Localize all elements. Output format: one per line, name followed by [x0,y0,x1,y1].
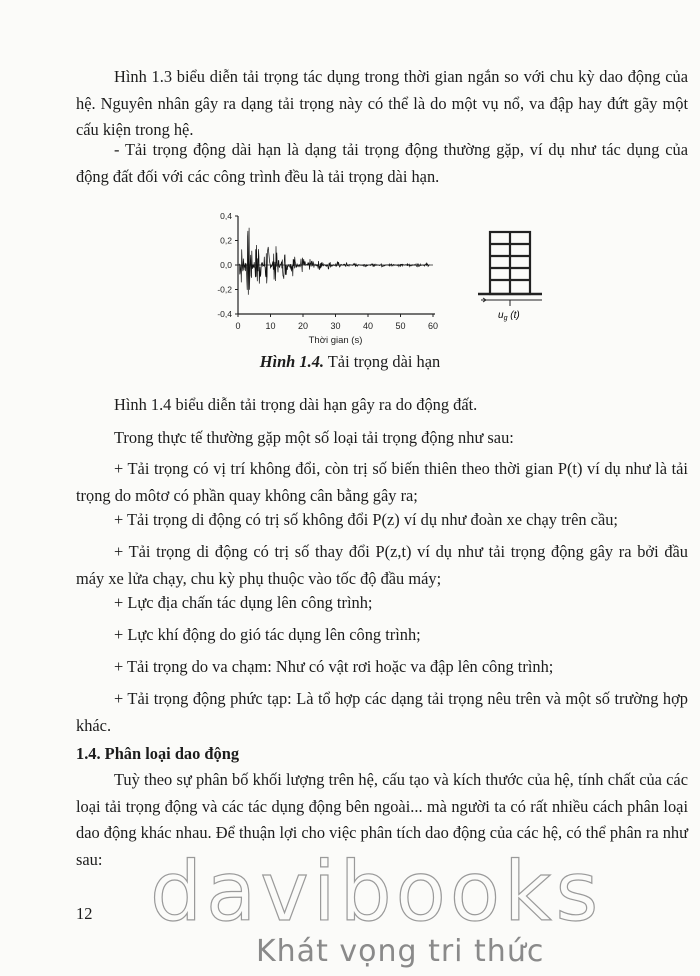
paragraph-10: + Tải trọng do va chạm: Như có vật rơi hoặc va đập lên công trình; [114,657,554,676]
watermark-slogan: Khát vọng tri thức [256,934,545,969]
x-tick-label: 50 [395,321,406,331]
paragraph-9: + Lực khí động do gió tác dụng lên công trình; [114,625,421,644]
paragraph-8: + Lực địa chấn tác dụng lên công trình; [114,593,373,612]
frame-structure-icon [478,232,542,306]
paragraph-11: + Tải trọng động phức tạp: Là tổ hợp các dạng tải trọng nêu trên và một số trường hợp khác. [76,689,688,735]
y-tick-label: -0,4 [217,309,232,319]
section-heading: 1.4. Phân loại dao động [76,744,240,763]
acceleration-trace [239,228,430,295]
ground-acceleration-chart [217,211,438,346]
x-tick-label: 40 [362,321,374,331]
page-number: 12 [76,904,93,923]
paragraph-7: + Tải trọng di động có trị số thay đổi P(z,t) ví dụ như tải trọng động gây ra bởi đầu máy xe lửa chạy, chu kỳ phụ thuộc vào tốc độ đầu máy; [76,542,688,588]
figure-caption-label: Hình 1.4. [259,352,324,371]
ground-displacement-label: $u_g$ (t) [498,310,520,322]
y-tick-label: 0,0 [220,260,232,270]
watermark-logo: davibooks [150,845,603,940]
figure-caption [0,352,700,372]
figure-caption-text: Tải trọng dài hạn [323,352,441,371]
paragraph-4: Trong thực tế thường gặp một số loại tải trọng động như sau: [114,428,514,447]
paragraph-5: + Tải trọng có vị trí không đổi, còn trị số biến thiên theo thời gian P(t) ví dụ như là tải trọng do môtơ có phần quay không cân bằng gây ra; [76,459,688,505]
x-tick-label: 30 [330,321,341,331]
x-tick-label: 20 [297,321,309,331]
y-tick-label: 0,2 [220,235,232,246]
paragraph-12: Tuỳ theo sự phân bố khối lượng trên hệ, cấu tạo và kích thước của hệ, tính chất của các loại tải trọng động và các tác dụng động bên ngoài... mà người ta có rất nhiều cách phân loại dao động khác nhau. Để thuận lợi cho việc phân tích dao động của các hệ, có thể phân ra như sau: [76,770,688,869]
x-tick-label: 60 [427,321,439,331]
x-tick-label: 10 [265,321,276,331]
y-tick-label: -0,2 [217,284,232,295]
paragraph-3: Hình 1.4 biểu diễn tải trọng dài hạn gây ra do động đất. [114,395,478,414]
x-axis-label: Thời gian (s) [308,335,363,346]
paragraph-1: Hình 1.3 biểu diễn tải trọng tác dụng trong thời gian ngắn so với chu kỳ dao động của hệ. Nguyên nhân gây ra dạng tải trọng này có thể là do một vụ nổ, va đập hay đứt gãy một cấu kiện trong hệ. [76,67,688,139]
x-tick-label: 0 [235,321,241,331]
paragraph-2: - Tải trọng động dài hạn là dạng tải trọng động thường gặp, ví dụ như tác dụng của động đất đối với các công trình đều là tải trọng dài hạn. [76,140,688,186]
figure-ground-motion [190,204,560,354]
paragraph-6: + Tải trọng di động có trị số không đổi P(z) ví dụ như đoàn xe chạy trên cầu; [114,510,618,529]
y-tick-label: 0,4 [220,211,232,221]
